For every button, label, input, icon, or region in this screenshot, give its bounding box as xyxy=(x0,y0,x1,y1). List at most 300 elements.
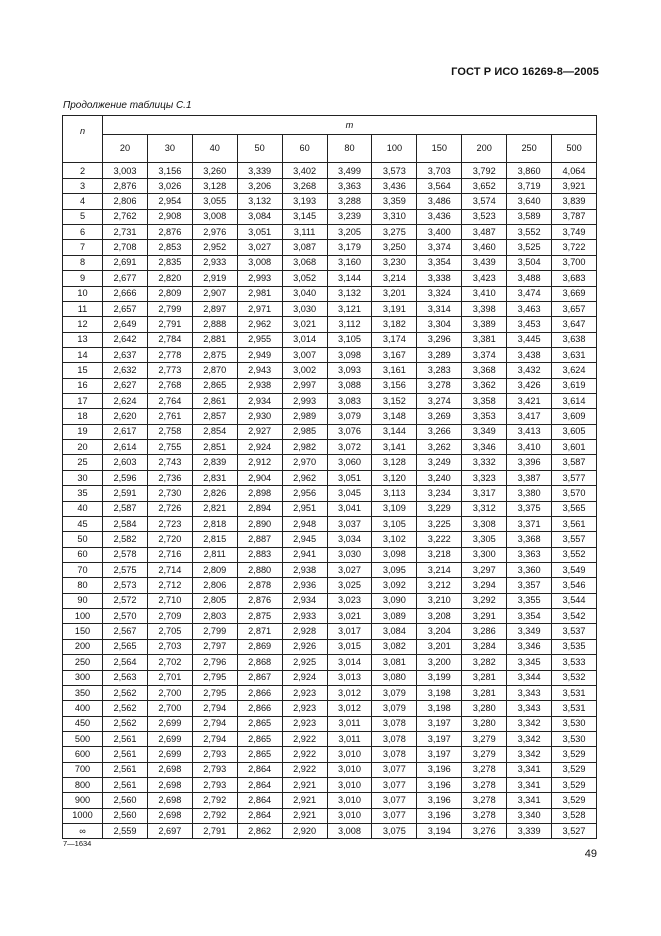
table-cell: 2,794 xyxy=(192,716,237,731)
table-cell: 2,677 xyxy=(103,271,148,286)
table-cell: 2,982 xyxy=(282,440,327,455)
table-cell: 3,474 xyxy=(507,286,552,301)
table-cell: 2,865 xyxy=(237,747,282,762)
table-cell: 2,866 xyxy=(237,701,282,716)
m-value-header: 250 xyxy=(507,134,552,162)
table-cell: 2,614 xyxy=(103,440,148,455)
table-cell: 3,436 xyxy=(372,179,417,194)
table-cell: 3,010 xyxy=(327,747,372,762)
table-cell: 3,460 xyxy=(462,240,507,255)
table-cell: 2,865 xyxy=(237,731,282,746)
table-cell: 2,922 xyxy=(282,747,327,762)
table-cell: 3,341 xyxy=(507,793,552,808)
table-row xyxy=(63,516,597,531)
n-value-cell: 350 xyxy=(63,685,103,700)
n-value-cell: ∞ xyxy=(63,824,103,839)
table-cell: 3,098 xyxy=(372,547,417,562)
table-cell: 3,683 xyxy=(552,271,597,286)
m-value-header: 200 xyxy=(462,134,507,162)
table-cell: 3,544 xyxy=(552,593,597,608)
m-value-header: 20 xyxy=(103,134,148,162)
table-cell: 3,249 xyxy=(417,455,462,470)
table-cell: 3,010 xyxy=(327,793,372,808)
table-cell: 3,619 xyxy=(552,378,597,393)
m-value-header: 40 xyxy=(192,134,237,162)
table-cell: 2,981 xyxy=(237,286,282,301)
table-cell: 2,933 xyxy=(282,609,327,624)
table-cell: 2,596 xyxy=(103,470,148,485)
table-cell: 2,710 xyxy=(147,593,192,608)
table-cell: 2,773 xyxy=(147,363,192,378)
table-cell: 3,368 xyxy=(507,532,552,547)
table-cell: 3,314 xyxy=(417,301,462,316)
table-row xyxy=(63,731,597,746)
table-cell: 2,948 xyxy=(282,516,327,531)
n-value-cell: 300 xyxy=(63,670,103,685)
table-cell: 2,624 xyxy=(103,394,148,409)
table-cell: 3,355 xyxy=(507,593,552,608)
table-cell: 3,368 xyxy=(462,363,507,378)
table-cell: 2,938 xyxy=(282,562,327,577)
table-row xyxy=(63,394,597,409)
table-cell: 2,922 xyxy=(282,731,327,746)
table-row xyxy=(63,194,597,209)
table-cell: 3,034 xyxy=(327,532,372,547)
table-cell: 3,289 xyxy=(417,347,462,362)
table-cell: 3,297 xyxy=(462,562,507,577)
table-row xyxy=(63,470,597,485)
table-row xyxy=(63,255,597,270)
n-value-cell: 7 xyxy=(63,240,103,255)
table-cell: 3,148 xyxy=(372,409,417,424)
table-cell: 2,921 xyxy=(282,793,327,808)
table-cell: 2,949 xyxy=(237,347,282,362)
table-cell: 2,989 xyxy=(282,409,327,424)
table-cell: 3,557 xyxy=(552,532,597,547)
table-cell: 3,631 xyxy=(552,347,597,362)
table-cell: 3,079 xyxy=(372,685,417,700)
table-cell: 3,260 xyxy=(192,163,237,179)
table-cell: 3,312 xyxy=(462,501,507,516)
table-cell: 3,342 xyxy=(507,716,552,731)
table-cell: 2,806 xyxy=(192,578,237,593)
table-cell: 3,014 xyxy=(282,332,327,347)
table-row xyxy=(63,409,597,424)
table-cell: 3,423 xyxy=(462,271,507,286)
table-cell: 2,632 xyxy=(103,363,148,378)
table-cell: 3,081 xyxy=(372,655,417,670)
table-cell: 2,811 xyxy=(192,547,237,562)
n-value-cell: 19 xyxy=(63,424,103,439)
table-cell: 3,542 xyxy=(552,609,597,624)
n-value-cell: 8 xyxy=(63,255,103,270)
table-cell: 3,095 xyxy=(372,562,417,577)
table-cell: 2,657 xyxy=(103,301,148,316)
table-cell: 3,346 xyxy=(462,440,507,455)
table-row xyxy=(63,639,597,654)
table-cell: 3,196 xyxy=(417,793,462,808)
table-row xyxy=(63,378,597,393)
table-cell: 3,280 xyxy=(462,701,507,716)
table-cell: 3,291 xyxy=(462,609,507,624)
table-cell: 2,881 xyxy=(192,332,237,347)
table-cell: 3,531 xyxy=(552,685,597,700)
n-value-cell: 15 xyxy=(63,363,103,378)
table-cell: 3,002 xyxy=(282,363,327,378)
table-cell: 2,709 xyxy=(147,609,192,624)
table-cell: 3,121 xyxy=(327,301,372,316)
table-cell: 3,669 xyxy=(552,286,597,301)
table-cell: 3,093 xyxy=(327,363,372,378)
n-value-cell: 17 xyxy=(63,394,103,409)
table-cell: 3,357 xyxy=(507,578,552,593)
table-cell: 3,426 xyxy=(507,378,552,393)
table-cell: 3,198 xyxy=(417,685,462,700)
table-cell: 3,573 xyxy=(372,163,417,179)
table-row xyxy=(63,824,597,839)
table-cell: 3,037 xyxy=(327,516,372,531)
table-cell: 3,222 xyxy=(417,532,462,547)
table-cell: 3,197 xyxy=(417,731,462,746)
table-cell: 3,652 xyxy=(462,179,507,194)
n-value-cell: 90 xyxy=(63,593,103,608)
table-cell: 3,529 xyxy=(552,778,597,793)
table-cell: 3,206 xyxy=(237,179,282,194)
table-cell: 2,923 xyxy=(282,685,327,700)
table-cell: 3,564 xyxy=(417,179,462,194)
table-cell: 3,344 xyxy=(507,670,552,685)
table-row xyxy=(63,363,597,378)
table-cell: 3,055 xyxy=(192,194,237,209)
table-cell: 2,851 xyxy=(192,440,237,455)
table-cell: 3,546 xyxy=(552,578,597,593)
table-cell: 2,575 xyxy=(103,562,148,577)
table-cell: 2,698 xyxy=(147,808,192,823)
table-cell: 3,346 xyxy=(507,639,552,654)
table-cell: 2,820 xyxy=(147,271,192,286)
table-cell: 3,120 xyxy=(372,470,417,485)
table-cell: 2,864 xyxy=(237,762,282,777)
table-row xyxy=(63,655,597,670)
n-value-cell: 900 xyxy=(63,793,103,808)
table-cell: 3,275 xyxy=(372,225,417,240)
table-cell: 3,015 xyxy=(327,639,372,654)
table-cell: 3,196 xyxy=(417,808,462,823)
table-cell: 2,894 xyxy=(237,501,282,516)
print-mark: 7—1634 xyxy=(63,839,92,848)
table-cell: 2,880 xyxy=(237,562,282,577)
table-cell: 3,113 xyxy=(372,486,417,501)
table-row xyxy=(63,317,597,332)
table-row xyxy=(63,347,597,362)
table-cell: 3,268 xyxy=(282,179,327,194)
table-cell: 2,835 xyxy=(147,255,192,270)
table-cell: 2,870 xyxy=(192,363,237,378)
table-cell: 3,436 xyxy=(417,209,462,224)
table-cell: 3,194 xyxy=(417,824,462,839)
table-cell: 3,360 xyxy=(507,562,552,577)
table-cell: 2,934 xyxy=(237,394,282,409)
table-cell: 2,952 xyxy=(192,240,237,255)
table-cell: 3,199 xyxy=(417,670,462,685)
table-cell: 2,818 xyxy=(192,516,237,531)
table-cell: 2,796 xyxy=(192,655,237,670)
table-cell: 3,072 xyxy=(327,440,372,455)
table-cell: 3,439 xyxy=(462,255,507,270)
table-cell: 3,132 xyxy=(237,194,282,209)
table-cell: 3,296 xyxy=(417,332,462,347)
table-cell: 3,045 xyxy=(327,486,372,501)
table-cell: 3,921 xyxy=(552,179,597,194)
data-table xyxy=(62,115,597,839)
n-value-cell: 250 xyxy=(63,655,103,670)
table-cell: 3,274 xyxy=(417,394,462,409)
table-cell: 2,938 xyxy=(237,378,282,393)
table-cell: 3,537 xyxy=(552,624,597,639)
table-cell: 2,764 xyxy=(147,394,192,409)
table-cell: 3,529 xyxy=(552,762,597,777)
table-cell: 3,410 xyxy=(507,440,552,455)
table-cell: 3,463 xyxy=(507,301,552,316)
table-cell: 3,210 xyxy=(417,593,462,608)
table-cell: 3,082 xyxy=(372,639,417,654)
table-cell: 2,698 xyxy=(147,762,192,777)
table-cell: 2,866 xyxy=(237,685,282,700)
table-cell: 3,504 xyxy=(507,255,552,270)
table-row xyxy=(63,424,597,439)
table-cell: 3,640 xyxy=(507,194,552,209)
table-cell: 3,077 xyxy=(372,778,417,793)
table-cell: 2,562 xyxy=(103,701,148,716)
table-cell: 3,013 xyxy=(327,670,372,685)
table-cell: 3,792 xyxy=(462,163,507,179)
table-cell: 3,240 xyxy=(417,470,462,485)
table-cell: 3,266 xyxy=(417,424,462,439)
table-cell: 3,078 xyxy=(372,731,417,746)
table-cell: 3,609 xyxy=(552,409,597,424)
table-body xyxy=(63,163,597,839)
table-cell: 2,888 xyxy=(192,317,237,332)
table-cell: 3,288 xyxy=(327,194,372,209)
table-cell: 3,279 xyxy=(462,747,507,762)
table-cell: 2,560 xyxy=(103,793,148,808)
table-cell: 3,105 xyxy=(372,516,417,531)
table-cell: 3,079 xyxy=(372,701,417,716)
table-cell: 2,865 xyxy=(237,716,282,731)
table-cell: 3,402 xyxy=(282,163,327,179)
table-cell: 2,700 xyxy=(147,701,192,716)
table-cell: 3,453 xyxy=(507,317,552,332)
page-number: 49 xyxy=(584,848,597,860)
table-row xyxy=(63,593,597,608)
table-cell: 3,017 xyxy=(327,624,372,639)
table-cell: 3,077 xyxy=(372,808,417,823)
table-cell: 2,867 xyxy=(237,670,282,685)
table-cell: 2,565 xyxy=(103,639,148,654)
table-cell: 2,637 xyxy=(103,347,148,362)
table-cell: 2,573 xyxy=(103,578,148,593)
table-cell: 3,182 xyxy=(372,317,417,332)
table-cell: 2,703 xyxy=(147,639,192,654)
table-cell: 2,666 xyxy=(103,286,148,301)
table-cell: 2,853 xyxy=(147,240,192,255)
table-row xyxy=(63,609,597,624)
n-column-header: n xyxy=(63,116,103,163)
table-cell: 3,098 xyxy=(327,347,372,362)
table-cell: 3,342 xyxy=(507,731,552,746)
table-cell: 3,787 xyxy=(552,209,597,224)
table-cell: 3,051 xyxy=(237,225,282,240)
table-cell: 3,552 xyxy=(552,547,597,562)
table-cell: 3,014 xyxy=(327,655,372,670)
table-cell: 2,890 xyxy=(237,516,282,531)
table-row xyxy=(63,778,597,793)
table-cell: 3,051 xyxy=(327,470,372,485)
n-value-cell: 600 xyxy=(63,747,103,762)
table-cell: 3,208 xyxy=(417,609,462,624)
table-cell: 3,375 xyxy=(507,501,552,516)
table-cell: 2,803 xyxy=(192,609,237,624)
table-cell: 3,587 xyxy=(552,455,597,470)
table-cell: 2,778 xyxy=(147,347,192,362)
table-cell: 3,304 xyxy=(417,317,462,332)
table-cell: 3,527 xyxy=(552,824,597,839)
n-value-cell: 80 xyxy=(63,578,103,593)
table-cell: 3,174 xyxy=(372,332,417,347)
table-cell: 2,794 xyxy=(192,731,237,746)
table-row xyxy=(63,501,597,516)
table-cell: 2,561 xyxy=(103,747,148,762)
n-value-cell: 45 xyxy=(63,516,103,531)
table-cell: 3,445 xyxy=(507,332,552,347)
table-cell: 3,281 xyxy=(462,685,507,700)
table-cell: 3,145 xyxy=(282,209,327,224)
table-cell: 3,530 xyxy=(552,731,597,746)
table-cell: 3,860 xyxy=(507,163,552,179)
table-cell: 2,620 xyxy=(103,409,148,424)
table-cell: 3,387 xyxy=(507,470,552,485)
table-cell: 2,562 xyxy=(103,685,148,700)
table-cell: 2,928 xyxy=(282,624,327,639)
table-cell: 3,156 xyxy=(372,378,417,393)
table-cell: 2,943 xyxy=(237,363,282,378)
table-cell: 2,941 xyxy=(282,547,327,562)
table-cell: 2,697 xyxy=(147,824,192,839)
table-cell: 2,930 xyxy=(237,409,282,424)
table-cell: 2,563 xyxy=(103,670,148,685)
n-value-cell: 50 xyxy=(63,532,103,547)
table-cell: 3,052 xyxy=(282,271,327,286)
m-value-header: 100 xyxy=(372,134,417,162)
table-cell: 2,864 xyxy=(237,793,282,808)
table-cell: 3,535 xyxy=(552,639,597,654)
table-cell: 3,234 xyxy=(417,486,462,501)
table-cell: 3,487 xyxy=(462,225,507,240)
table-row xyxy=(63,486,597,501)
table-cell: 2,603 xyxy=(103,455,148,470)
table-cell: 3,396 xyxy=(507,455,552,470)
table-cell: 2,821 xyxy=(192,501,237,516)
table-cell: 2,868 xyxy=(237,655,282,670)
table-cell: 3,204 xyxy=(417,624,462,639)
table-cell: 2,956 xyxy=(282,486,327,501)
table-row xyxy=(63,301,597,316)
table-cell: 2,758 xyxy=(147,424,192,439)
table-cell: 3,076 xyxy=(327,424,372,439)
table-cell: 2,627 xyxy=(103,378,148,393)
table-cell: 2,797 xyxy=(192,639,237,654)
table-cell: 2,907 xyxy=(192,286,237,301)
table-cell: 2,799 xyxy=(192,624,237,639)
table-cell: 2,865 xyxy=(192,378,237,393)
table-cell: 3,341 xyxy=(507,778,552,793)
table-cell: 3,214 xyxy=(372,271,417,286)
table-caption: Продолжение таблицы С.1 xyxy=(63,100,192,111)
table-cell: 3,565 xyxy=(552,501,597,516)
table-cell: 3,703 xyxy=(417,163,462,179)
n-value-cell: 100 xyxy=(63,609,103,624)
n-value-cell: 14 xyxy=(63,347,103,362)
table-cell: 3,338 xyxy=(417,271,462,286)
n-value-cell: 1000 xyxy=(63,808,103,823)
table-cell: 2,698 xyxy=(147,778,192,793)
table-cell: 3,525 xyxy=(507,240,552,255)
table-cell: 2,699 xyxy=(147,747,192,762)
table-cell: 2,876 xyxy=(147,225,192,240)
n-value-cell: 12 xyxy=(63,317,103,332)
n-value-cell: 3 xyxy=(63,179,103,194)
table-cell: 3,533 xyxy=(552,655,597,670)
n-value-cell: 2 xyxy=(63,163,103,179)
table-cell: 3,528 xyxy=(552,808,597,823)
n-value-cell: 450 xyxy=(63,716,103,731)
table-cell: 3,041 xyxy=(327,501,372,516)
table-cell: 2,826 xyxy=(192,486,237,501)
table-cell: 3,647 xyxy=(552,317,597,332)
table-cell: 3,111 xyxy=(282,225,327,240)
table-cell: 3,283 xyxy=(417,363,462,378)
table-cell: 3,179 xyxy=(327,240,372,255)
table-cell: 3,722 xyxy=(552,240,597,255)
n-value-cell: 5 xyxy=(63,209,103,224)
table-cell: 2,945 xyxy=(282,532,327,547)
table-cell: 3,343 xyxy=(507,685,552,700)
table-cell: 3,438 xyxy=(507,347,552,362)
table-cell: 2,815 xyxy=(192,532,237,547)
table-cell: 3,624 xyxy=(552,363,597,378)
table-cell: 3,279 xyxy=(462,731,507,746)
table-cell: 3,398 xyxy=(462,301,507,316)
table-cell: 2,691 xyxy=(103,255,148,270)
table-cell: 3,280 xyxy=(462,716,507,731)
table-cell: 3,531 xyxy=(552,701,597,716)
table-cell: 2,809 xyxy=(192,562,237,577)
table-cell: 3,342 xyxy=(507,747,552,762)
table-cell: 3,077 xyxy=(372,762,417,777)
table-cell: 3,577 xyxy=(552,470,597,485)
table-cell: 2,920 xyxy=(282,824,327,839)
table-cell: 2,795 xyxy=(192,670,237,685)
table-cell: 2,971 xyxy=(237,301,282,316)
table-cell: 2,736 xyxy=(147,470,192,485)
table-cell: 2,951 xyxy=(282,501,327,516)
table-row xyxy=(63,685,597,700)
table-cell: 2,799 xyxy=(147,301,192,316)
n-value-cell: 13 xyxy=(63,332,103,347)
n-value-cell: 500 xyxy=(63,731,103,746)
table-cell: 3,161 xyxy=(372,363,417,378)
table-cell: 3,374 xyxy=(462,347,507,362)
